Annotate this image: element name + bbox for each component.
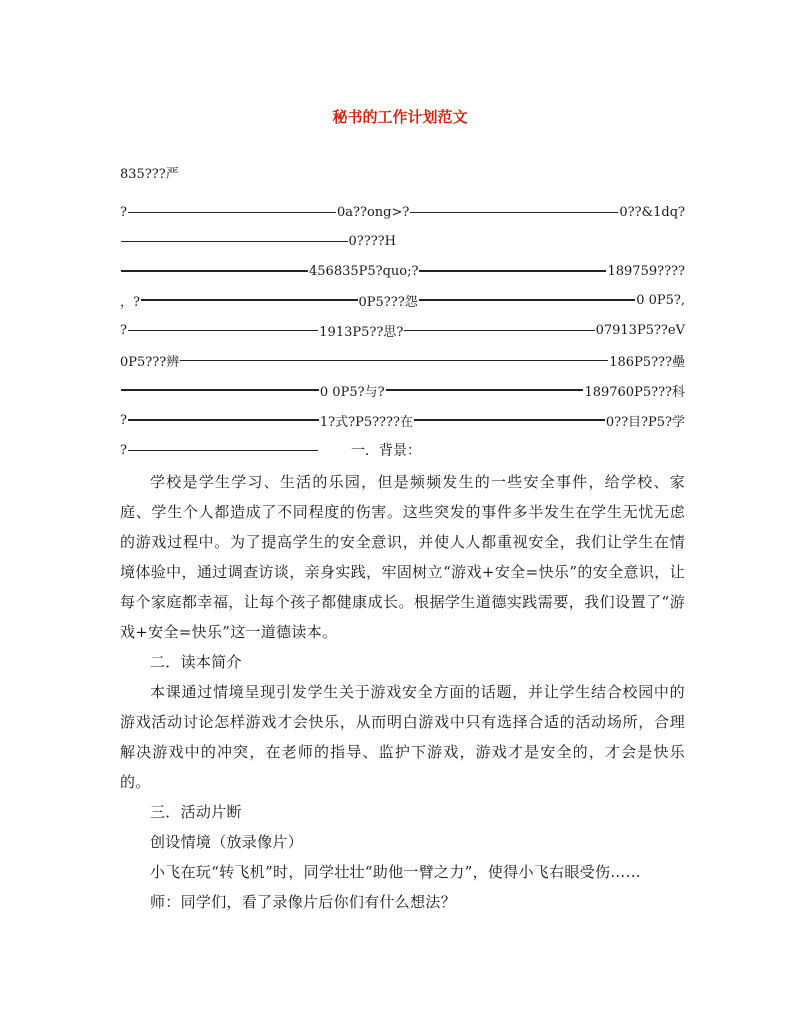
- garbled-text: ，?: [120, 294, 140, 310]
- rule-line: [128, 212, 336, 213]
- rule-line: [414, 419, 605, 421]
- garbled-text: ?: [120, 204, 127, 220]
- garbled-text: 1913P5??思?: [319, 324, 404, 340]
- document-body: [120, 467, 685, 917]
- section-heading-background: 一．背景：: [350, 443, 421, 459]
- rule-line: [121, 389, 319, 391]
- rule-line: [404, 330, 594, 331]
- rule-line: [419, 299, 636, 301]
- garbled-line: [120, 321, 685, 339]
- teacher-line: 师：同学们，看了录像片后你们有什么想法？: [150, 893, 457, 911]
- garbled-line: [120, 411, 685, 429]
- garbled-line: [120, 163, 685, 181]
- garbled-text: 0????H: [348, 233, 396, 249]
- rule-line: [128, 450, 318, 451]
- paragraph-intro: 本课通过情境呈现引发学生关于游戏安全方面的话题，并让学生结合校园中的游戏活动讨论怎样游戏才会快乐，从而明白游戏中只有选择合适的活动场所，合理解决游戏中的冲突，在老师的指导、监护下游戏，游戏才是安全的，才会是快乐的。: [120, 683, 685, 791]
- garbled-text: 186P5???壘: [609, 354, 685, 370]
- garbled-text: 0 0P5?,: [636, 292, 686, 308]
- garbled-text: 835???严: [120, 166, 179, 182]
- garbled-text: 0??&1dq?: [619, 204, 686, 220]
- garbled-text: 0??目?P5?学: [605, 414, 686, 430]
- garbled-text: 1?式?P5????在: [319, 414, 413, 430]
- rule-line: [121, 241, 348, 242]
- rule-line: [180, 360, 608, 361]
- garbled-text: ?: [120, 442, 127, 458]
- rule-line: [410, 212, 618, 213]
- garbled-text: 0 0P5?与?: [319, 384, 385, 400]
- garbled-text: 189759????: [607, 263, 685, 279]
- rule-line: [386, 389, 584, 391]
- rule-line: [141, 299, 358, 301]
- scene-title: 创设情境（放录像片）: [150, 833, 304, 851]
- scene-text: 小飞在玩“转飞机”时，同学壮壮“助他一臂之力”，使得小飞右眼受伤……: [150, 863, 641, 881]
- section-heading-intro: 二．读本简介: [150, 653, 242, 671]
- rule-line: [128, 419, 319, 421]
- rule-line: [121, 270, 308, 272]
- rule-line: [128, 330, 318, 331]
- document-title: 秘书的工作计划范文: [332, 108, 468, 126]
- garbled-line: [120, 351, 685, 369]
- garbled-text: 189760P5???科: [584, 384, 686, 400]
- section-heading-activity: 三．活动片断: [150, 803, 242, 821]
- garbled-line: [120, 232, 685, 250]
- garbled-text: 0a??ong>?: [336, 204, 410, 220]
- garbled-line: [120, 203, 685, 221]
- rule-line: [419, 270, 606, 272]
- garbled-line: [120, 381, 685, 399]
- garbled-text: 0P5???辨: [120, 354, 180, 370]
- garbled-line: [120, 441, 685, 459]
- garbled-text: 07913P5??eV: [595, 322, 685, 338]
- garbled-line: [120, 262, 685, 280]
- garbled-text: 0P5???怨: [358, 294, 418, 310]
- garbled-line: [120, 291, 685, 309]
- paragraph-background: 学校是学生学习、生活的乐园，但是频频发生的一些安全事件，给学校、家庭、学生个人都造成了不同程度的伤害。这些突发的事件多半发生在学生无忧无虑的游戏过程中。为了提高学生的安全意识，并使人人都重视安全，我们让学生在情境体验中，通过调查访谈，亲身实践，牢固树立“游戏+安全=快乐”的安全意识，让每个家庭都幸福，让每个孩子都健康成长。根据学生道德实践需要，我们设置了“游戏+安全=快乐”这一道德读本。: [120, 473, 685, 641]
- garbled-text: ?: [120, 412, 127, 428]
- garbled-text: 456835P5?quo;?: [309, 263, 419, 279]
- garbled-text: ?: [120, 322, 127, 338]
